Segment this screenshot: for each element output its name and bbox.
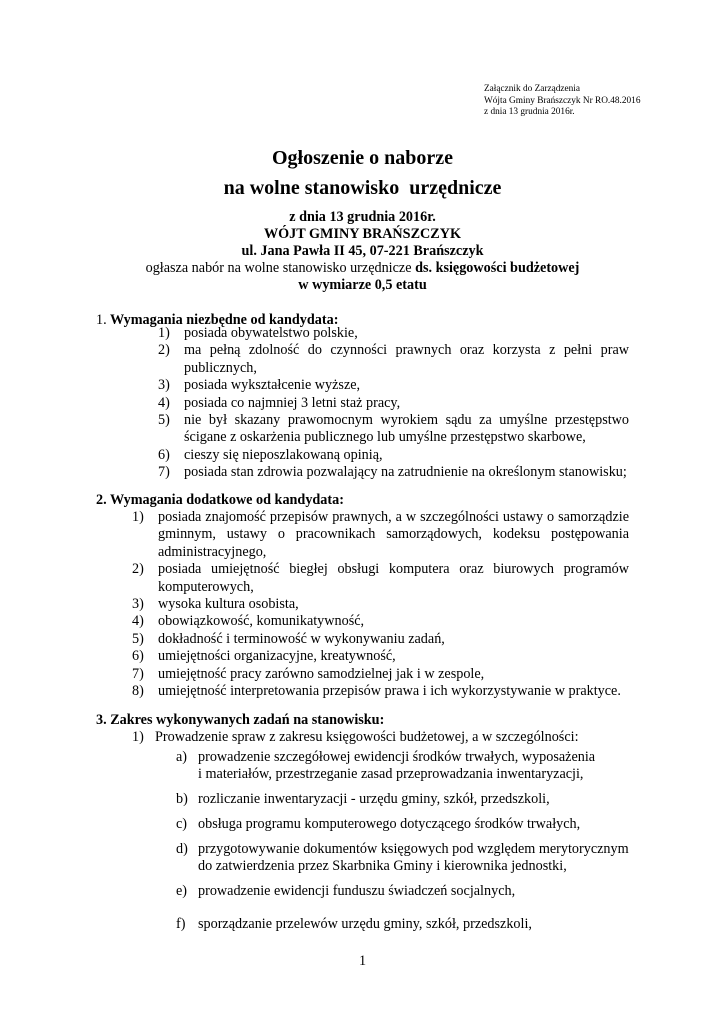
annex-line: Załącznik do Zarządzenia bbox=[484, 84, 581, 94]
item-number: 7) bbox=[158, 464, 170, 481]
item-text: posiada stan zdrowia pozwalający na zatrudnienie na określonym stanowisku; bbox=[184, 464, 627, 481]
section-number: 1. bbox=[96, 312, 107, 328]
list-item bbox=[158, 377, 629, 394]
list-item bbox=[158, 464, 629, 481]
item-text: wysoka kultura osobista, bbox=[158, 596, 299, 613]
list-item bbox=[132, 509, 629, 561]
item-text: umiejętność pracy zarówno samodzielnej jak i w zespole, bbox=[158, 665, 485, 682]
document-title-line2: na wolne stanowisko urzędnicze bbox=[223, 177, 502, 199]
list-item bbox=[132, 648, 629, 665]
sub-item-letter: b) bbox=[176, 791, 188, 807]
section-1-list bbox=[158, 325, 629, 482]
list-item bbox=[132, 613, 629, 630]
fte-line: w wymiarze 0,5 etatu bbox=[298, 277, 427, 293]
list-item bbox=[158, 412, 629, 447]
announcement-date: z dnia 13 grudnia 2016r. bbox=[289, 209, 436, 225]
sub-item-text-continued: i materiałów, przestrzeganie zasad przeprowadzania inwentaryzacji, bbox=[198, 766, 584, 783]
list-item bbox=[132, 666, 629, 683]
sub-item-text: prowadzenie szczegółowej ewidencji środków trwałych, wyposażenia bbox=[198, 749, 596, 765]
item-text: posiada co najmniej 3 letni staż pracy, bbox=[184, 394, 401, 411]
sub-item-letter: e) bbox=[176, 883, 188, 899]
item-text: nie był skazany prawomocnym wyrokiem sądu za umyślne przestępstwo ścigane z oskarżenia publicznego lub umyślne przestępstwo skarbowe, bbox=[184, 412, 629, 446]
item-text: posiada umiejętność biegłej obsługi komputera oraz biurowych programów komputerowych, bbox=[158, 561, 629, 595]
item-number: 7) bbox=[132, 665, 144, 682]
sub-item bbox=[176, 816, 636, 833]
section-title: Zakres wykonywanych zadań na stanowisku: bbox=[110, 712, 385, 728]
item-number: 6) bbox=[132, 648, 144, 665]
item-text: umiejętność interpretowania przepisów prawa i ich wykorzystywanie w praktyce. bbox=[158, 683, 621, 700]
list-item bbox=[158, 395, 629, 412]
list-item bbox=[132, 561, 629, 596]
item-text: posiada wykształcenie wyższe, bbox=[184, 377, 361, 394]
item-number: 5) bbox=[158, 412, 170, 429]
announcement-prefix: ogłasza nabór na wolne stanowisko urzędnicze bbox=[145, 260, 416, 276]
sub-item-text: rozliczanie inwentaryzacji - urzędu gminy, szkół, przedszkoli, bbox=[198, 791, 550, 807]
list-item bbox=[132, 596, 629, 613]
item-text: posiada obywatelstwo polskie, bbox=[184, 325, 358, 341]
sub-item-letter: f) bbox=[176, 916, 186, 932]
sub-item-text-continued: do zatwierdzenia przez Skarbnika Gminy i kierownika jednostki, bbox=[198, 858, 567, 875]
item-number: 4) bbox=[158, 394, 170, 411]
document-title-line1: Ogłoszenie o naborze bbox=[271, 147, 454, 169]
sub-item-text: sporządzanie przelewów urzędu gminy, szkół, przedszkoli, bbox=[198, 916, 532, 932]
item-number: 5) bbox=[132, 630, 144, 647]
item-number: 8) bbox=[132, 683, 144, 700]
annex-line: Wójta Gminy Brańszczyk Nr RO.48.2016 bbox=[484, 95, 641, 106]
section-3-heading bbox=[96, 712, 384, 729]
annex-note bbox=[484, 84, 640, 119]
section-number: 3. bbox=[96, 712, 107, 728]
list-item bbox=[132, 683, 629, 700]
sub-item-text: prowadzenie ewidencji funduszu świadczeń socjalnych, bbox=[198, 883, 516, 899]
announcement-line bbox=[0, 260, 725, 277]
item-number: 2) bbox=[132, 561, 144, 578]
position-name: ds. księgowości budżetowej bbox=[415, 260, 580, 276]
sub-item bbox=[176, 791, 636, 808]
authority-address: ul. Jana Pawła II 45, 07-221 Brańszczyk bbox=[241, 243, 484, 259]
sub-item bbox=[176, 749, 636, 784]
item-number: 2) bbox=[158, 342, 170, 359]
sub-item bbox=[176, 916, 636, 933]
item-text: ma pełną zdolność do czynności prawnych oraz korzysta z pełni praw publicznych, bbox=[184, 342, 629, 376]
item-number: 4) bbox=[132, 613, 144, 630]
list-item bbox=[132, 631, 629, 648]
sub-item-text: przygotowywanie dokumentów księgowych pod względem merytorycznym bbox=[198, 841, 629, 857]
item-number: 3) bbox=[132, 596, 144, 613]
sub-item-letter: d) bbox=[176, 841, 188, 857]
section-3-item-1 bbox=[132, 729, 579, 746]
sub-item-text: obsługa programu komputerowego dotyczącego środków trwałych, bbox=[198, 816, 581, 832]
item-number: 1) bbox=[158, 325, 170, 341]
list-item bbox=[158, 447, 629, 464]
item-text: Prowadzenie spraw z zakresu księgowości budżetowej, a w szczególności: bbox=[155, 729, 579, 745]
sub-item-letter: a) bbox=[176, 749, 188, 765]
item-text: cieszy się nieposzlakowaną opinią, bbox=[184, 446, 383, 463]
section-number: 2. bbox=[96, 492, 107, 508]
section-title: Wymagania dodatkowe od kandydata: bbox=[109, 492, 344, 508]
annex-line: z dnia 13 grudnia 2016r. bbox=[484, 107, 575, 118]
item-text: posiada znajomość przepisów prawnych, a w szczególności ustawy o samorządzie gminnym, ustawy o pracownikach samorządowych, kodeksu postępowania administracyjnego, bbox=[158, 509, 629, 560]
item-number: 3) bbox=[158, 377, 170, 394]
sub-item bbox=[176, 841, 636, 876]
page-number: 1 bbox=[358, 953, 367, 969]
sub-item-letter: c) bbox=[176, 816, 188, 832]
section-2-list bbox=[132, 509, 629, 700]
section-title: Wymagania niezbędne od kandydata: bbox=[109, 312, 339, 328]
item-text: umiejętności organizacyjne, kreatywność, bbox=[158, 648, 396, 665]
authority-name: WÓJT GMINY BRAŃSZCZYK bbox=[263, 226, 462, 242]
list-item bbox=[158, 325, 629, 342]
section-2-heading bbox=[96, 492, 344, 509]
item-text: obowiązkowość, komunikatywność, bbox=[158, 613, 365, 630]
item-number: 1) bbox=[132, 729, 144, 745]
item-number: 6) bbox=[158, 446, 170, 463]
item-text: dokładność i terminowość w wykonywaniu zadań, bbox=[158, 630, 445, 647]
list-item bbox=[158, 342, 629, 377]
item-number: 1) bbox=[132, 509, 144, 525]
sub-item bbox=[176, 883, 636, 900]
